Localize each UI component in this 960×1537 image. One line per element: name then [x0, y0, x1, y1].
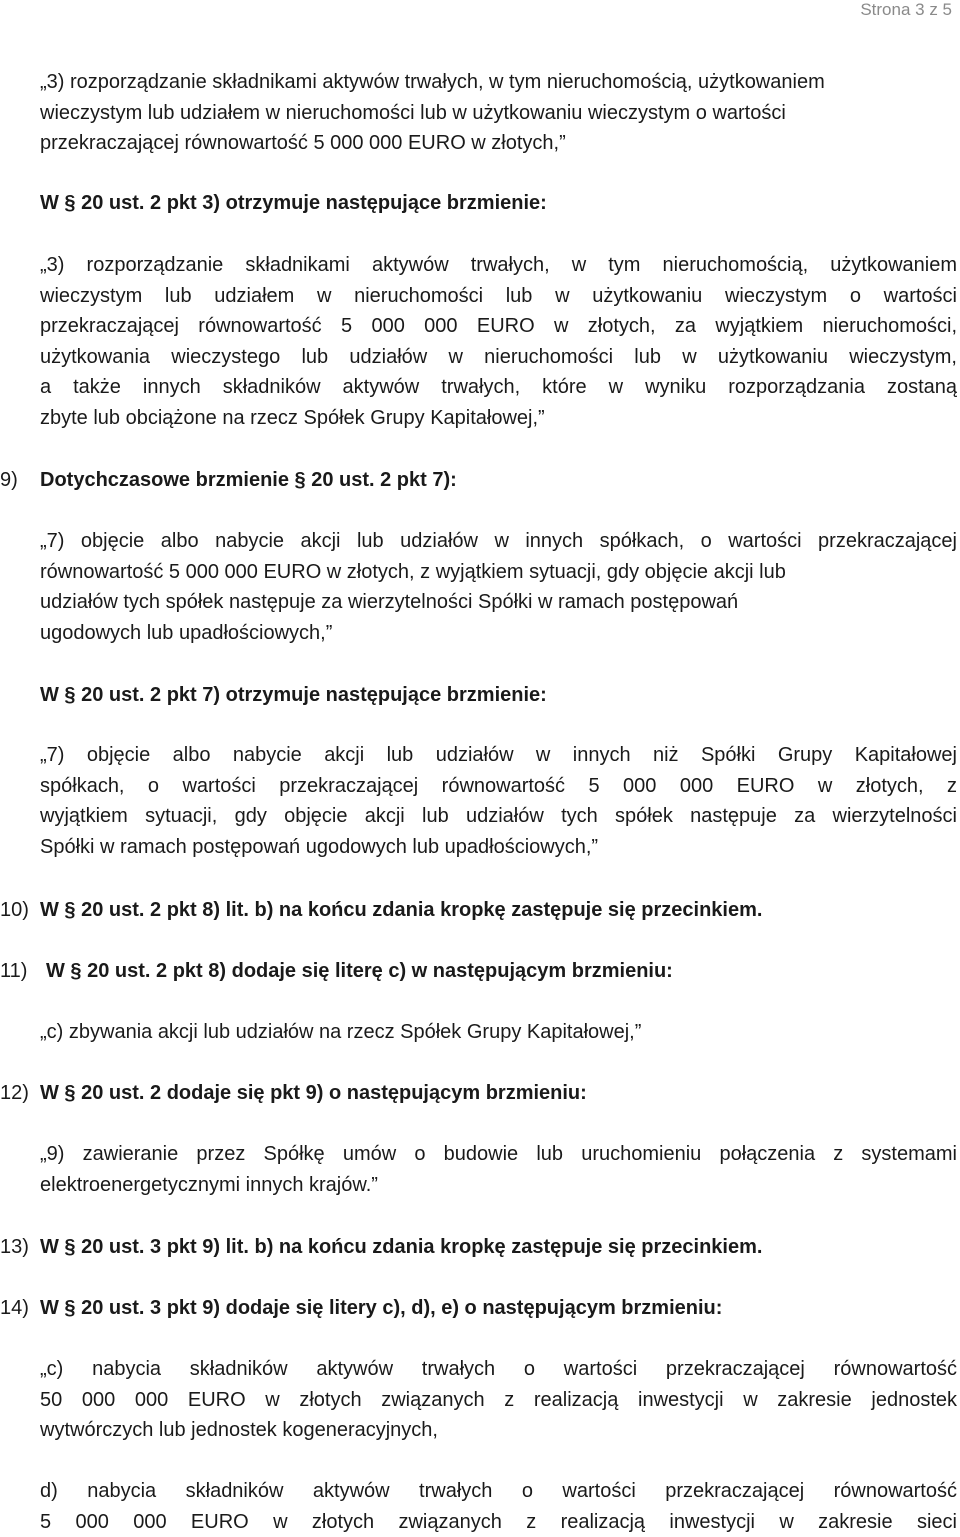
- heading-text: W § 20 ust. 2 dodaje się pkt 9) o następującym brzmieniu:: [40, 1082, 587, 1104]
- text-line: równowartość 5 000 000 EURO w złotych, z wyjątkiem sytuacji, gdy objęcie akcji lub: [40, 557, 957, 588]
- text-line: przekraczającej równowartość 5 000 000 EURO w złotych, za wyjątkiem nieruchomości,: [40, 311, 957, 342]
- item-number: 11): [0, 956, 46, 987]
- text-line: „7) objęcie albo nabycie akcji lub udziałów w innych niż Spółki Grupy Kapitałowej: [40, 740, 957, 771]
- text-line: d) nabycia składników aktywów trwałych o wartości przekraczającej równowartość: [40, 1476, 957, 1507]
- quoted-text-block-c: [40, 1017, 957, 1048]
- item-number: 10): [0, 895, 40, 926]
- heading-text: W § 20 ust. 3 pkt 9) dodaje się litery c), d), e) o następującym brzmieniu:: [40, 1297, 722, 1319]
- item-number: 13): [0, 1232, 40, 1263]
- text-line: „9) zawieranie przez Spółkę umów o budowie lub uruchomieniu połączenia z systemami: [40, 1139, 957, 1170]
- text-line: 5 000 000 EURO w złotych związanych z realizacją inwestycji w zakresie sieci: [40, 1507, 957, 1537]
- text-line: ugodowych lub upadłościowych,”: [40, 618, 957, 649]
- numbered-heading-13: [40, 1232, 957, 1263]
- item-number: 12): [0, 1078, 40, 1109]
- heading-text: W § 20 ust. 2 pkt 3) otrzymuje następujące brzmienie:: [40, 188, 957, 219]
- quoted-text-block-c-new: [40, 1354, 957, 1446]
- quoted-text-block-9: [40, 1139, 957, 1200]
- text-line: 50 000 000 EURO w złotych związanych z realizacją inwestycji w zakresie jednostek: [40, 1385, 957, 1416]
- text-line: wieczystym lub udziałem w nieruchomości lub w użytkowaniu wieczystym o wartości: [40, 281, 957, 312]
- heading-text: W § 20 ust. 3 pkt 9) lit. b) na końcu zdania kropkę zastępuje się przecinkiem.: [40, 1236, 762, 1258]
- quoted-text-block-original-7: [40, 526, 957, 648]
- text-line: zbyte lub obciążone na rzecz Spółek Grupy Kapitałowej,”: [40, 403, 957, 434]
- text-line: spółkach, o wartości przekraczającej równowartość 5 000 000 EURO w złotych, z: [40, 771, 957, 802]
- quoted-text-block-original-3: [40, 67, 957, 159]
- amendment-heading: [40, 680, 957, 711]
- text-line: wieczystym lub udziałem w nieruchomości lub w użytkowaniu wieczystym o wartości: [40, 98, 957, 129]
- quoted-text-block-d-new: [40, 1476, 957, 1537]
- text-line: Spółki w ramach postępowań ugodowych lub upadłościowych,”: [40, 832, 957, 863]
- text-line: użytkowania wieczystego lub udziałów w nieruchomości lub w użytkowaniu wieczystym,: [40, 342, 957, 373]
- text-line: wyjątkiem sytuacji, gdy objęcie akcji lub udziałów tych spółek następuje za wierzytelności: [40, 801, 957, 832]
- heading-text: W § 20 ust. 2 pkt 8) lit. b) na końcu zdania kropkę zastępuje się przecinkiem.: [40, 899, 762, 921]
- text-line: „c) nabycia składników aktywów trwałych o wartości przekraczającej równowartość: [40, 1354, 957, 1385]
- text-line: a także innych składników aktywów trwałych, które w wyniku rozporządzania zostaną: [40, 372, 957, 403]
- heading-text: W § 20 ust. 2 pkt 7) otrzymuje następujące brzmienie:: [40, 680, 957, 711]
- numbered-heading-10: [40, 895, 957, 926]
- amendment-heading: [40, 188, 957, 219]
- numbered-heading-12: [40, 1078, 957, 1109]
- numbered-heading-11: [40, 956, 957, 987]
- text-line: udziałów tych spółek następuje za wierzytelności Spółki w ramach postępowań: [40, 587, 957, 618]
- text-line: przekraczającej równowartość 5 000 000 EURO w złotych,”: [40, 128, 957, 159]
- quoted-text-block-new-3: [40, 250, 957, 433]
- text-line: elektroenergetycznymi innych krajów.”: [40, 1170, 957, 1201]
- page-number-label: Strona 3 z 5: [860, 0, 952, 20]
- quoted-text-block-new-7: [40, 740, 957, 862]
- heading-text: W § 20 ust. 2 pkt 8) dodaje się literę c) w następującym brzmieniu:: [46, 960, 673, 982]
- text-line: wytwórczych lub jednostek kogeneracyjnych,: [40, 1415, 957, 1446]
- text-line: „3) rozporządzanie składnikami aktywów trwałych, w tym nieruchomością, użytkowaniem: [40, 67, 957, 98]
- item-number: 14): [0, 1293, 40, 1324]
- numbered-heading-14: [40, 1293, 957, 1324]
- text-line: „7) objęcie albo nabycie akcji lub udziałów w innych spółkach, o wartości przekraczającej: [40, 526, 957, 557]
- item-number: 9): [0, 465, 40, 496]
- text-line: „c) zbywania akcji lub udziałów na rzecz Spółek Grupy Kapitałowej,”: [40, 1017, 957, 1048]
- heading-text: Dotychczasowe brzmienie § 20 ust. 2 pkt 7):: [40, 469, 457, 491]
- numbered-heading-9: [40, 465, 957, 496]
- text-line: „3) rozporządzanie składnikami aktywów trwałych, w tym nieruchomością, użytkowaniem: [40, 250, 957, 281]
